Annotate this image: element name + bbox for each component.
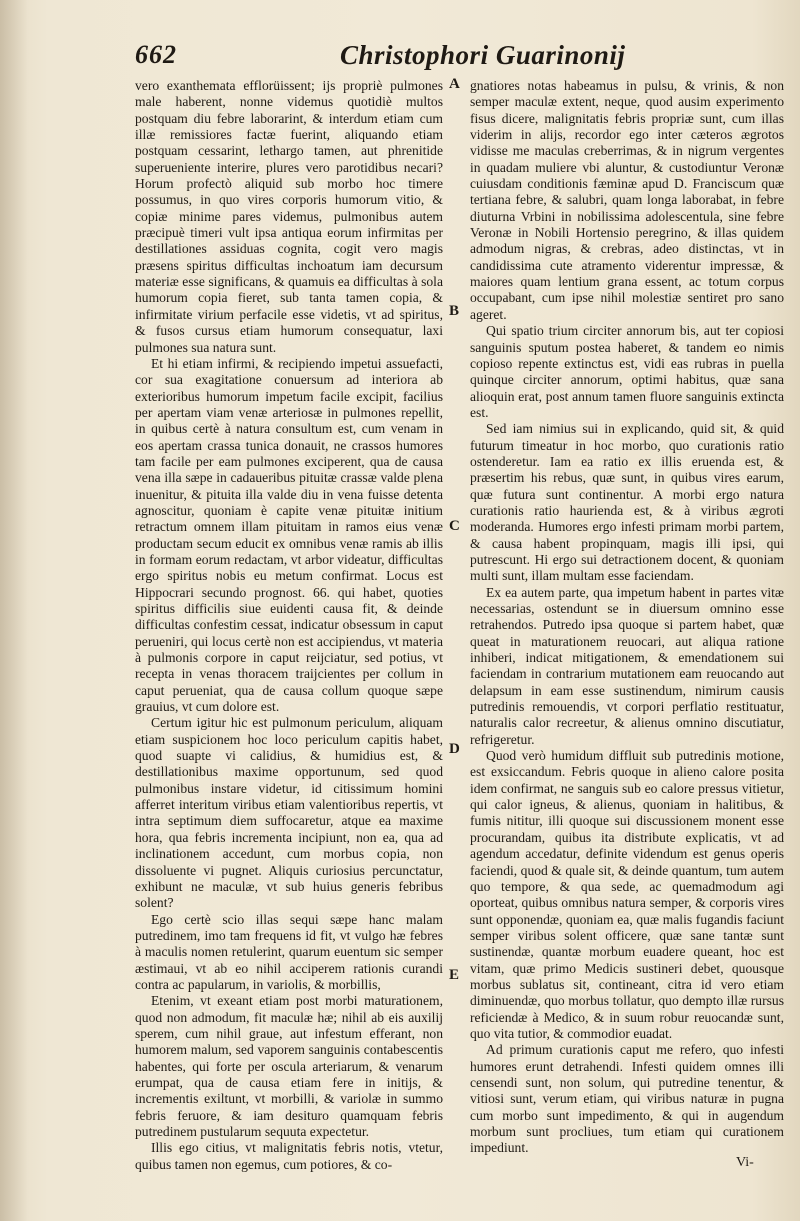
margin-marker-b: B — [449, 303, 460, 319]
paragraph: Illis ego citius, vt malignitatis febris notis, vtetur, quibus tamen non egemus, cum potiores, & co- — [135, 1140, 443, 1172]
page-header — [135, 40, 785, 80]
paragraph: vero exanthemata efflorüissent; ijs propriè pulmones male haberent, nonne videmus quotidiè multos postquam diu febre laborarint, & interdum etiam cum illæ remissiores factæ fuerint, aliquando etiam postquam cessarint, lethargo tamen, aut phrenitide superueniente interire, plures vero parotidibus necari? Horum profectò aliquid sub morbo hoc timere possumus, in quo vires corporis humorum vitio, & copiæ minime pares videmus, pulmonibus autem præcipuè timeri vult ipsa antiqua eorum infirmitas per destillationes assiduas cognita, cogit vero magis præsens spiritus difficultas inchoatum iam decursum materiæ esse significans, & quamuis ea difficultas à sola humorum copia fieret, sub tanta tamen copia, & infirmitate virium perfacile esse videtis, vt ad spiritus, & fusos cursus etiam humorum consequatur, laxi pulmones sua natura sunt. — [135, 78, 443, 355]
paragraph: Etenim, vt exeant etiam post morbi maturationem, quod non admodum, fit maculæ hæ; nihil ab eis auxilij sperem, cum nihil graue, aut infestum efferant, non humorem malum, sed vaporem sanguinis contabescentis habentes, qui forte per oscula arteriarum, & venarum erumpat, qua de causa etiam fere in initijs, & incrementis exiltunt, vt morbilli, & variolæ in summo febris feruore, & iam desituro quamquam febris putredinem pustularum sequuta expectetur. — [135, 993, 443, 1139]
page-gutter-shadow — [0, 0, 28, 1221]
margin-marker-a: A — [449, 76, 460, 92]
catchword: Vi- — [736, 1155, 754, 1170]
paragraph: Qui spatio trium circiter annorum bis, aut ter copiosi sanguinis sputum postea haberet, & tandem eo nimis copioso repente extinctus est, vidi eas rubras in puella quinque circiter annorum, optimi habitus, quæ sana alioquin erat, post annum tamen fluore sanguinis extincta est. — [470, 323, 784, 420]
paragraph: Ad primum curationis caput me refero, quo infesti humores erunt detrahendi. Infesti quidem omnes illi censendi sunt, non solum, qui putredine tenentur, & vitiosi sunt, verum etiam, qui viribus naturæ in pugna cum morbo sunt impedimento, & qui in augendum morbum sunt procliues, tum etiam qui curationem impediunt. — [470, 1042, 784, 1156]
margin-marker-e: E — [449, 967, 460, 983]
paragraph: gnatiores notas habeamus in pulsu, & vrinis, & non semper maculæ extent, neque, quod ausim experimento fisus dicere, malignitatis febris propriæ sunt, cum illas viderim in alijs, recordor ego inter cæteros ægrotos vidisse me maculas creberrimas, & in nigrum vergentes in quadam muliere vbi aluntur, & custodiuntur Veronæ cuiusdam conditionis fæminæ apud D. Franciscum quæ tertiana febre, & salubri, quam longa laborabat, in febre diuturna Vrbini in nobilissima adolescentula, sine febre Veronæ in Nobili Hortensio peregrino, & illas quidem admodum nigras, & crebras, adeo distinctas, vt in candidissima cute atramento viderentur impressæ, & maiores quam lentium grana essent, ac totum corpus occupabant, cum ipse nihil molestiæ sentiret pro sano ageret. — [470, 78, 784, 322]
paragraph: Ex ea autem parte, qua impetum habent in partes vitæ necessarias, ostendunt se in diuersum omnino esse retrahendos. Putredo ipsa quoque si partem habet, quæ queat in maturationem reuocari, aut aliqua ratione inhiberi, indicat mitigationem, & emendationem sui faciendam in contrarium mutationem eam reuocando aut delapsum in eam esse sustinendum, nimirum causis putredinis remouendis, vt corpori perflatio restituatur, naturalis calor recreetur, & alienus omnino discutiatur, refrigeretur. — [470, 584, 784, 747]
running-head: Christophori Guarinonij — [340, 40, 626, 70]
paragraph: Et hi etiam infirmi, & recipiendo impetui assuefacti, cor sua exagitatione conuersum ad interiora ab exterioribus humorum impetum facile excipit, facilius per apertam viam venæ arteriosæ in pulmones repellit, in quibus certè à natura consultum est, cum venam in eos apertam crassa tunica donauit, ne crassos humores tam facile per eam pulmones exciperent, qua de causa vena illa sæpe in cadaueribus pituitæ crassæ valde plena inuenitur, & pituita illa valde diu in vena fuisse detenta agnoscitur, quoniam è capite venæ pituitæ initium retractum omnem illam pituitam in ramos eius venæ productam secum educit ex omnibus venæ ramis ab illis in formam eorum redactam, vt arbor videatur, difficultas ergo spiritus nobis eu metum confirmat. Locus est Hippocrari secundo prognost. 66. qui habet, quoties spiritus difficilis siue euidenti causa fit, & deinde difficultas confestim cessat, indicatur obsessum in caput perueniri, qui locus certè non est accipiendus, vt materia à pulmonis corpore in caput reijciatur, sed potius, vt recepta in venas thoracem traijcientes per collum in caput perueniat, qua de causa collum quoque sæpe grauius, vt cum dolore est. — [135, 355, 443, 715]
paragraph: Certum igitur hic est pulmonum periculum, aliquam etiam suspicionem hoc loco periculum capitis habet, quod suapte vi calidius, & humidius est, & destillationibus maxime opportunum, sed quod pulmonibus instare videtur, id citissimum homini afferret interitum viribus etiam valentioribus repertis, vt intra septimum diem suffocaretur, atque ea maxime hora, qua febris incrementa incipiunt, non ea, qua ad inclinationem accedunt, cum morbus copia, non dissoluente vi pugnet. Aliquis curiosius percunctatur, exhibunt ne maculæ, vt sub huius generis febribus solent? — [135, 715, 443, 911]
margin-marker-c: C — [449, 518, 460, 534]
right-column — [470, 78, 784, 1157]
page-number: 662 — [135, 40, 177, 69]
left-column — [135, 78, 443, 1173]
paragraph: Sed iam nimius sui in explicando, quid sit, & quid futurum timeatur in hoc morbo, quo curationis ratio ostenderetur. Iam ea ratio ex illis eruenda est, & præsertim his rebus, quæ sunt, in quibus vires earum, quæ futura sunt continentur. A morbi ergo natura curationis ratio haurienda est, & à viribus ægroti moderanda. Humores ergo infesti primam morbi partem, & causa habent propinquam, magis illi ipsi, qui putrescunt. Hi ergo sui detractionem docent, & quoniam multi sunt, illam multam esse faciendam. — [470, 421, 784, 584]
paragraph: Quod verò humidum diffluit sub putredinis motione, est exsiccandum. Febris quoque in alieno calore posita idem confirmat, ne sanguis sub eo calore pressus vitietur, qui calor igneus, & alienus, quoniam in halitibus, & fumis nititur, illi quoque sui discussionem monent esse procurandam, quibus ita distribute explicatis, vt ad agendum accedatur, definite videndum est genus operis faciendi, quod & quale sit, & deinde quantum, tum autem quo tempore, & qua sede, ac quemadmodum agi oporteat, quibus omnibus natura semper, & corporis vires sunt opponendæ, quoniam ea, quæ malis fugandis faciunt semper viribus solent officere, quæ sane tantæ sunt sustinendæ, quantæ morbum euadere queant, hoc est vitam, quæ primo Medicis sustineri debet, quousque morbus sublatus sit, contineant, citra id vero etiam diminuendæ, quo morbus tollatur, quo dempto illæ rursus reficiendæ à Medico, & in suum robur reuocandæ sunt, quo vita tutior, & commodior euadat. — [470, 748, 784, 1041]
margin-marker-d: D — [449, 741, 460, 757]
paragraph: Ego certè scio illas sequi sæpe hanc malam putredinem, imo tam frequens id fit, vt vulgo hæ febres à maculis nomen retulerint, quarum euentum sic semper æstimaui, vt ab eo nihil acciperem rationis curandi contra ac papularum, in variolis, & morbillis, — [135, 911, 443, 992]
